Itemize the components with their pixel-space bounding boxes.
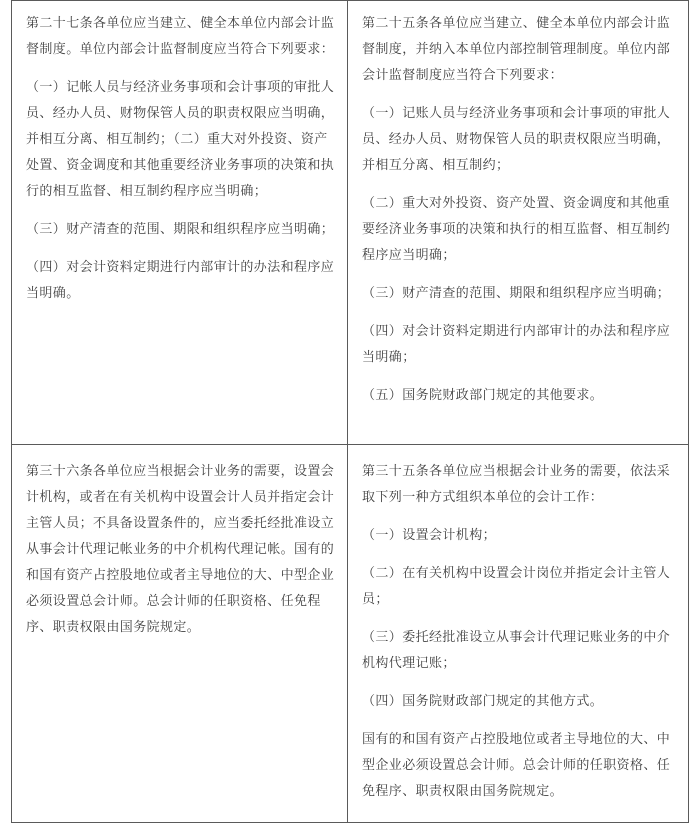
new-article-cell <box>348 445 689 823</box>
article-paragraph: （一）设置会计机构； <box>362 528 497 543</box>
article-paragraph: 第二十七条各单位应当建立、健全本单位内部会计监督制度。单位内部会计监督制度应当符合下列要求： <box>26 16 335 57</box>
table-row <box>12 1 689 445</box>
article-paragraph: （四）国务院财政部门规定的其他方式。 <box>362 694 604 709</box>
article-paragraph: （五）国务院财政部门规定的其他要求。 <box>362 388 604 403</box>
article-paragraph: （一）记帐人员与经济业务事项和会计事项的审批人员、经办人员、财物保管人员的职责权限应当明确，并相互分离、相互制约；（二）重大对外投资、资产处置、资金调度和其他重要经济业务事项的决策和执行的相互监督、相互制约程序应当明确； <box>26 80 335 199</box>
article-paragraph: （三）财产清查的范围、期限和组织程序应当明确； <box>362 286 671 301</box>
article-paragraph: （二）重大对外投资、资产处置、资金调度和其他重要经济业务事项的决策和执行的相互监督、相互制约程序应当明确； <box>362 196 671 263</box>
table-row <box>12 445 689 823</box>
article-paragraph: （三）财产清查的范围、期限和组织程序应当明确； <box>26 222 335 237</box>
comparison-table <box>11 0 689 823</box>
old-article-cell <box>12 445 348 823</box>
article-paragraph: 第二十五条各单位应当建立、健全本单位内部会计监督制度，并纳入本单位内部控制管理制度。单位内部会计监督制度应当符合下列要求： <box>362 16 671 83</box>
article-paragraph: 国有的和国有资产占控股地位或者主导地位的大、中型企业必须设置总会计师。总会计师的任职资格、任免程序、职责权限由国务院规定。 <box>362 732 671 799</box>
article-paragraph: 第三十五条各单位应当根据会计业务的需要，依法采取下列一种方式组织本单位的会计工作： <box>362 464 671 505</box>
article-paragraph: 第三十六条各单位应当根据会计业务的需要，设置会计机构，或者在有关机构中设置会计人员并指定会计主管人员；不具备设置条件的，应当委托经批准设立从事会计代理记帐业务的中介机构代理记帐。国有的和国有资产占控股地位或者主导地位的大、中型企业必须设置总会计师。总会计师的任职资格、任免程序、职责权限由国务院规定。 <box>26 464 335 635</box>
article-paragraph: （四）对会计资料定期进行内部审计的办法和程序应当明确。 <box>26 260 335 301</box>
article-paragraph: （四）对会计资料定期进行内部审计的办法和程序应当明确； <box>362 324 671 365</box>
old-article-cell <box>12 1 348 445</box>
article-paragraph: （三）委托经批准设立从事会计代理记账业务的中介机构代理记账； <box>362 630 671 671</box>
article-paragraph: （一）记账人员与经济业务事项和会计事项的审批人员、经办人员、财物保管人员的职责权限应当明确，并相互分离、相互制约； <box>362 106 671 173</box>
article-paragraph: （二）在有关机构中设置会计岗位并指定会计主管人员； <box>362 566 671 607</box>
new-article-cell <box>348 1 689 445</box>
